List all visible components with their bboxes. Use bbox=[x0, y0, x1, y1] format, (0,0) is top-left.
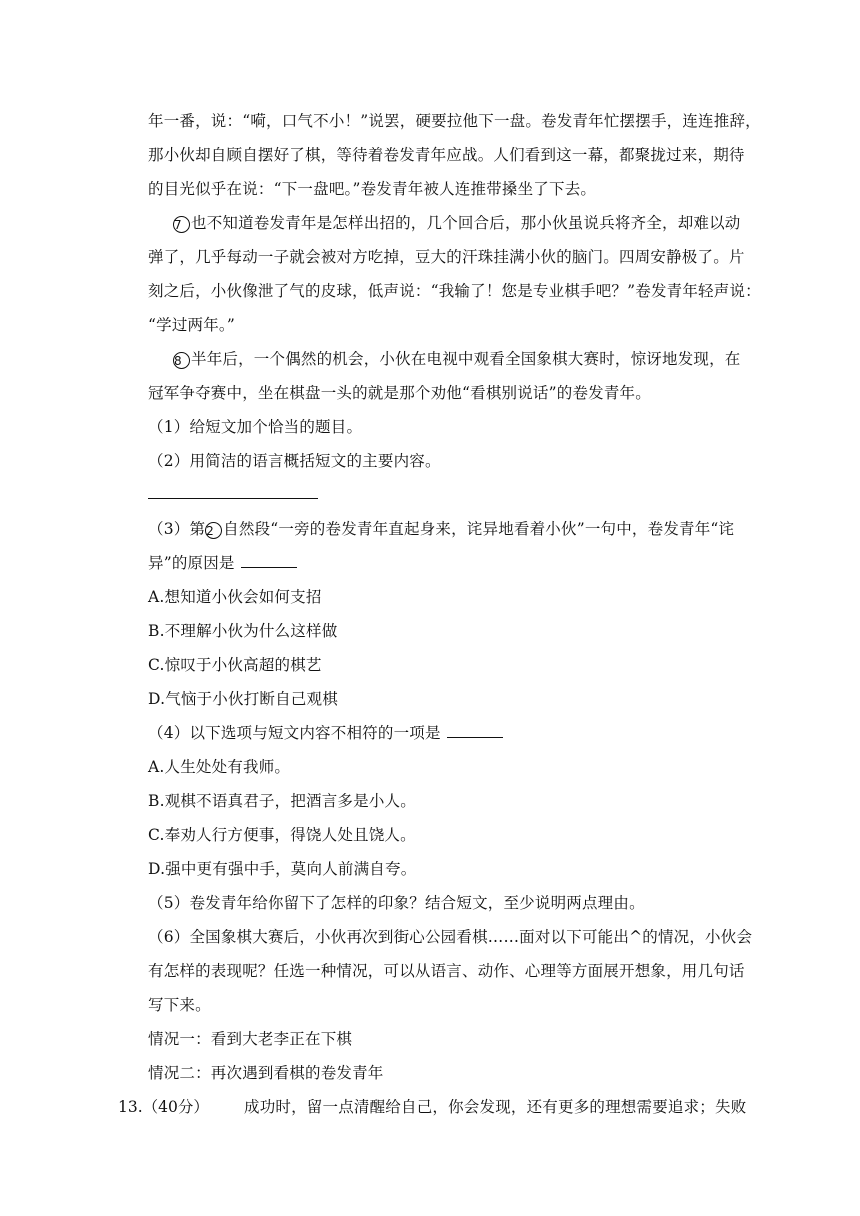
question-5: （5）卷发青年给你留下了怎样的印象？结合短文，至少说明两点理由。 bbox=[148, 894, 645, 912]
passage-line: 年一番，说：“嗬，口气不小！”说罢，硬要拉他下一盘。卷发青年忙摆摆手，连连推辞， bbox=[148, 112, 761, 130]
passage-line: 半年后，一个偶然的机会，小伙在电视中观看全国象棋大赛时，惊讶地发现，在 bbox=[191, 350, 741, 368]
option-b: B.观棋不语真君子，把酒言多是小人。 bbox=[148, 792, 416, 810]
passage-line: 刻之后，小伙像泄了气的皮球，低声说：“我输了！您是专业棋手吧？”卷发青年轻声说： bbox=[148, 282, 761, 300]
question-6-line: 有怎样的表现呢？任选一种情况，可以从语言、动作、心理等方面展开想象，用几句话 bbox=[148, 962, 745, 980]
question-3-text: 异”的原因是 bbox=[148, 554, 235, 572]
passage-line: 那小伙却自顾自摆好了棋，等待着卷发青年应战。人们看到这一幕，都聚拢过来，期待 bbox=[148, 146, 745, 164]
option-c: C.惊叹于小伙高超的棋艺 bbox=[148, 656, 322, 674]
question-6-line: 写下来。 bbox=[148, 996, 211, 1014]
passage-line: 也不知道卷发青年是怎样出招的，几个回合后，那小伙虽说兵将齐全，却难以动 bbox=[191, 214, 741, 232]
option-d: D.强中更有强中手，莫向人前满自夸。 bbox=[148, 860, 417, 878]
passage-line: 冠军争夺赛中，坐在棋盘一头的就是那个劝他“看棋别说话”的卷发青年。 bbox=[148, 384, 651, 402]
question-3-line-1 bbox=[148, 519, 735, 539]
question-13-label: 13.（40分） bbox=[118, 1098, 209, 1116]
option-c: C.奉劝人行方便事，得饶人处且饶人。 bbox=[148, 826, 416, 844]
question-3-prefix: （3）第 bbox=[148, 520, 206, 538]
question-1: （1）给短文加个恰当的题目。 bbox=[148, 418, 363, 436]
answer-blank[interactable] bbox=[447, 723, 503, 738]
paragraph-number-badge: 2 bbox=[205, 522, 222, 539]
paragraph-8-first-line bbox=[173, 349, 741, 369]
passage-line: “学过两年。” bbox=[148, 316, 235, 334]
question-2: （2）用简洁的语言概括短文的主要内容。 bbox=[148, 452, 441, 470]
situation-1: 情况一：看到大老李正在下棋 bbox=[148, 1030, 353, 1048]
answer-blank[interactable] bbox=[241, 553, 297, 568]
option-a: A.想知道小伙会如何支招 bbox=[148, 588, 322, 606]
question-6-line: （6）全国象棋大赛后，小伙再次到街心公园看棋……面对以下可能出^的情况，小伙会 bbox=[148, 928, 753, 946]
option-a: A.人生处处有我师。 bbox=[148, 758, 291, 776]
option-d: D.气恼于小伙打断自己观棋 bbox=[148, 690, 338, 708]
answer-line[interactable] bbox=[148, 498, 318, 499]
passage-line: 的目光似乎在说：“下一盘吧。”卷发青年被人连推带搡坐了下去。 bbox=[148, 180, 597, 198]
question-3-text: 自然段“一旁的卷发青年直起身来，诧异地看着小伙”一句中，卷发青年“诧 bbox=[223, 520, 735, 538]
question-4-text: （4）以下选项与短文内容不相符的一项是 bbox=[148, 724, 441, 742]
paragraph-number-badge: 8 bbox=[173, 352, 190, 369]
situation-2: 情况二：再次遇到看棋的卷发青年 bbox=[148, 1064, 384, 1082]
paragraph-number-badge: 7 bbox=[173, 216, 190, 233]
option-b: B.不理解小伙为什么这样做 bbox=[148, 622, 338, 640]
question-4 bbox=[148, 723, 748, 743]
question-3-line-2 bbox=[148, 553, 748, 573]
question-13-text: 成功时，留一点清醒给自己，你会发现，还有更多的理想需要追求；失败 bbox=[244, 1098, 747, 1116]
paragraph-7-first-line bbox=[173, 213, 741, 233]
passage-line: 弹了，几乎每动一子就会被对方吃掉，豆大的汗珠挂满小伙的脑门。四周安静极了。片 bbox=[148, 248, 745, 266]
